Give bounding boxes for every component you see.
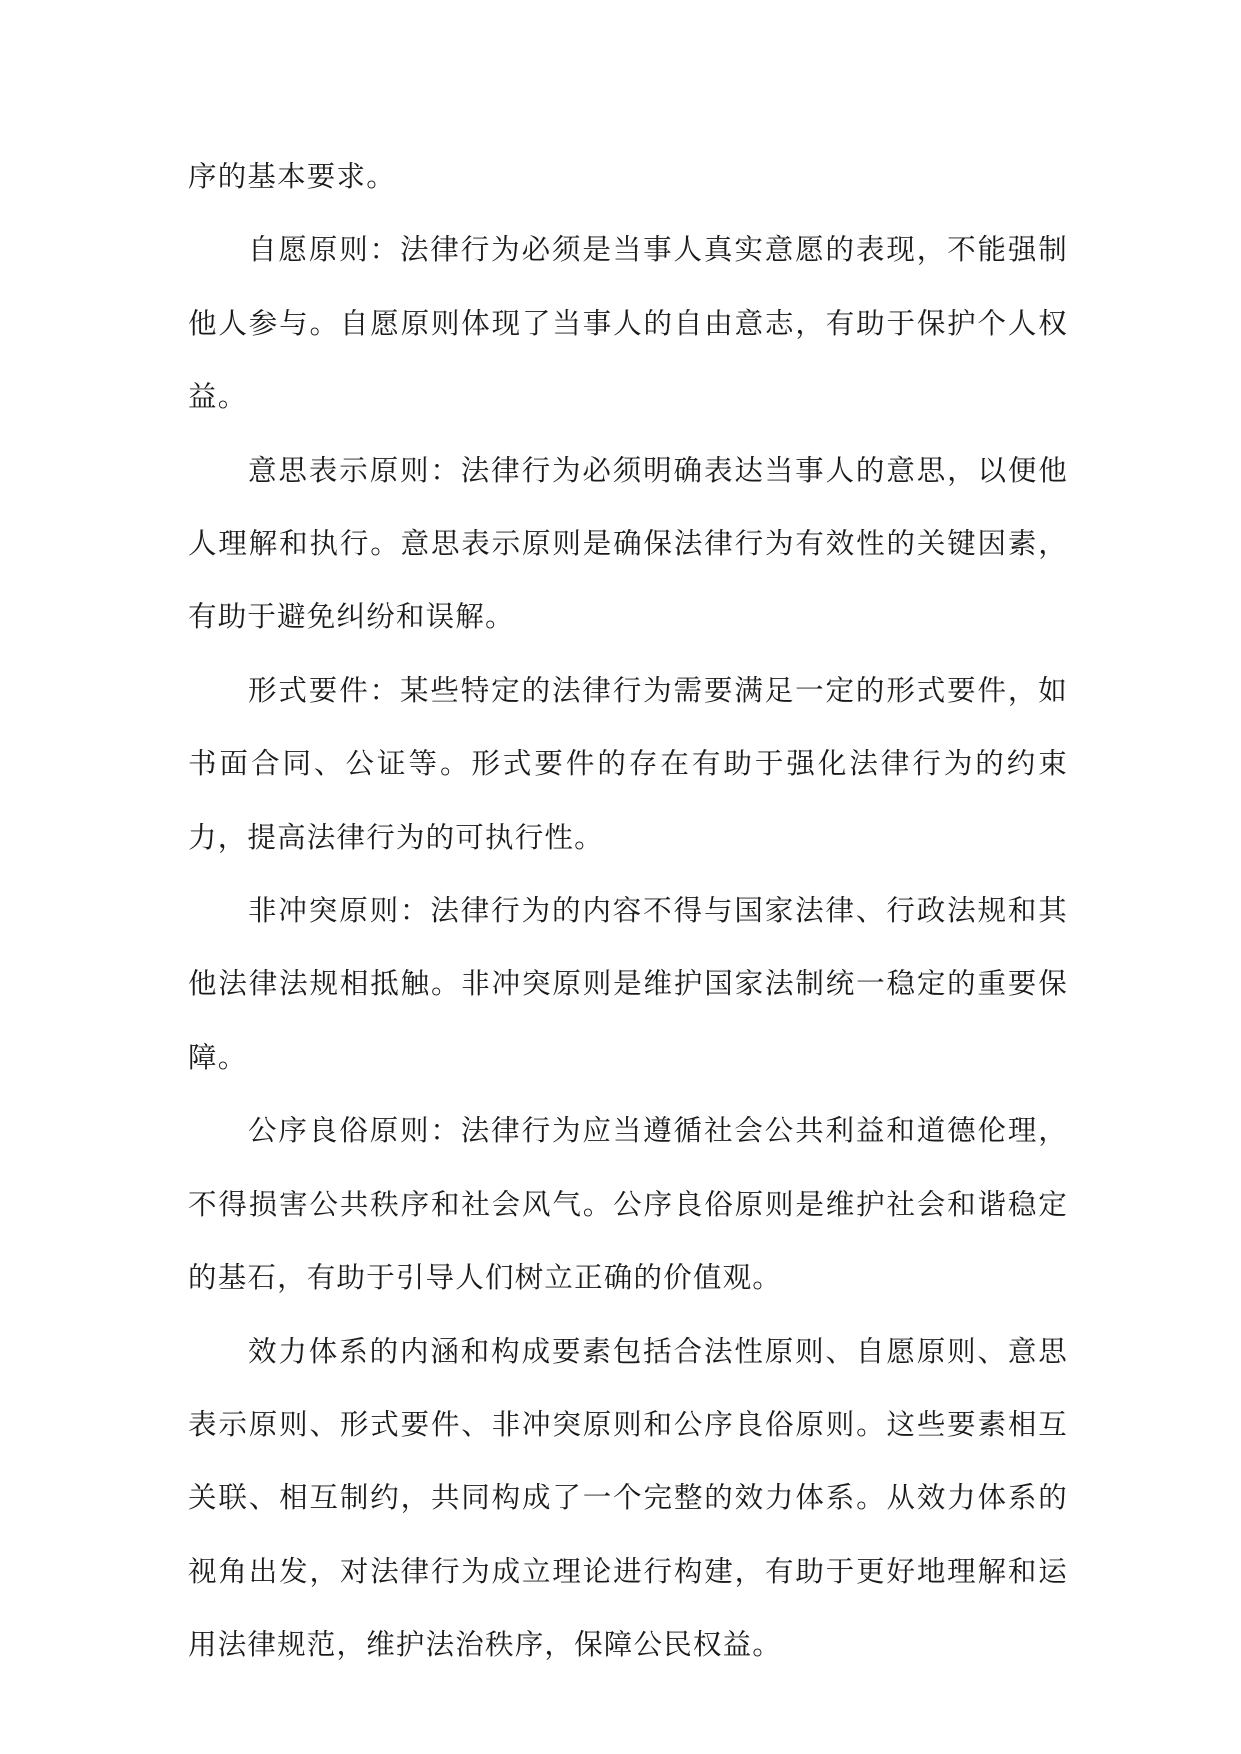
paragraph-continuation: 序的基本要求。 [188,160,396,193]
paragraph-non-conflict-principle: 非冲突原则：法律行为的内容不得与国家法律、行政法规和其他法律法规相抵触。非冲突原则是维护国家法制统一稳定的重要保障。 [188,894,1068,1074]
paragraph-formal-requirements: 形式要件：某些特定的法律行为需要满足一定的形式要件，如书面合同、公证等。形式要件的存在有助于强化法律行为的约束力，提高法律行为的可执行性。 [188,673,1068,854]
paragraph-summary: 效力体系的内涵和构成要素包括合法性原则、自愿原则、意思表示原则、形式要件、非冲突原则和公序良俗原则。这些要素相互关联、相互制约，共同构成了一个完整的效力体系。从效力体系的视角出发，对法律行为成立理论进行构建，有助于更好地理解和运用法律规范，维护法治秩序，保障公民权益。 [188,1334,1068,1662]
paragraph-voluntary-principle: 自愿原则：法律行为必须是当事人真实意愿的表现，不能强制他人参与。自愿原则体现了当事人的自由意志，有助于保护个人权益。 [188,233,1068,414]
document-body [188,140,1068,1682]
paragraph-expression-of-intent-principle: 意思表示原则：法律行为必须明确表达当事人的意思，以便他人理解和执行。意思表示原则是确保法律行为有效性的关键因素，有助于避免纠纷和误解。 [188,453,1068,634]
paragraph-public-order-principle: 公序良俗原则：法律行为应当遵循社会公共利益和道德伦理，不得损害公共秩序和社会风气。公序良俗原则是维护社会和谐稳定的基石，有助于引导人们树立正确的价值观。 [188,1114,1068,1295]
